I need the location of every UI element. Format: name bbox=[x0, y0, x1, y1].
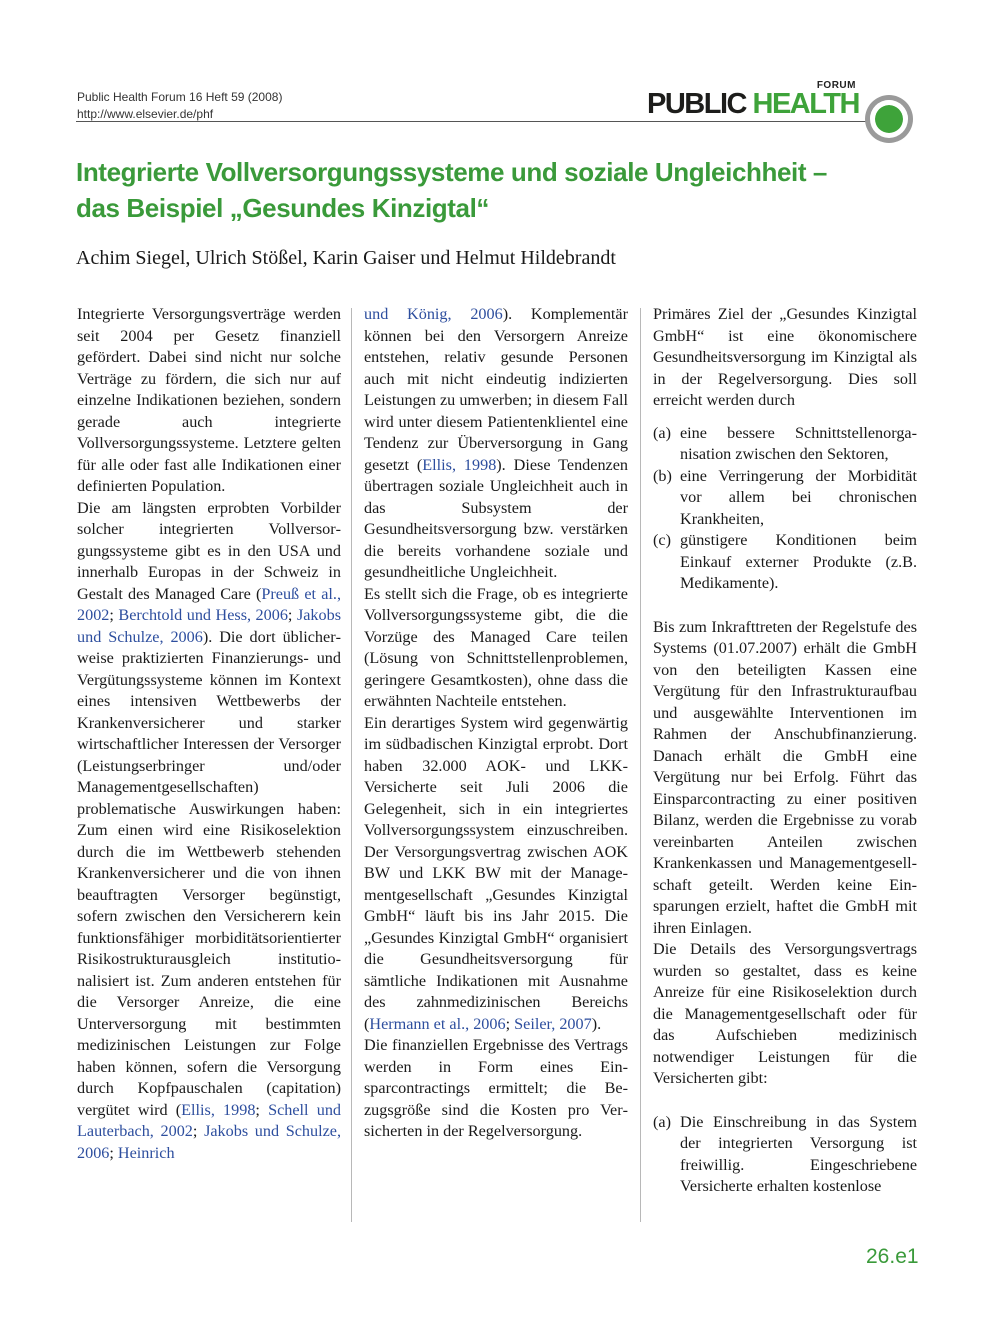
paragraph: Es stellt sich die Frage, ob es integrierte Vollversorgungssysteme gibt, die die Vorzüge des Managed Care teilen (Lösung von Schnittstellenproblemen, geringere Gesamtkosten), ohne dass die erwähnten Nachteile entstehen. bbox=[364, 584, 628, 710]
citation-link[interactable]: und König, 2006 bbox=[364, 305, 503, 323]
list-marker: (a) bbox=[653, 1112, 671, 1131]
paragraph: Die am längsten erprobten Vorbilder solcher integrierten Vollversorgungssysteme gibt es in den USA und innerhalb Europas in der Schweiz in Gestalt des Managed Care (Preuß et al., 2002; Berchtold und Hess, 2006; Jakobs und Schulze, 2006). Die dort üblicherweise praktizierten Finanzierungs- und Vergütungssysteme können im Kontext eines intensiven Wettbewerbs der Krankenversicherer und starker wirtschaftlicher Interessen der Versorger (Leistungserbringer und/oder Managementgesellschaften) problematische Auswirkungen haben: Zum einen wird eine Risikoselektion durch die im Wettbewerb stehenden Krankenversicherer und die von ihnen beauftragten Versorger begünstigt, sofern zwischen den Versicherern kein funktionsfähiger morbiditätsorientierter Risikostrukturausgleich institutionalisiert ist. Zum anderen entstehen für die Versorger Anreize, die eine Unterversorgung mit bestimmten medizinischen Leistungen zur Folge haben können, sofern die Versorgung durch Kopfpauschalen (capitation) vergütet wird (Ellis, 1998; Schell und Lauterbach, 2002; Jakobs und Schulze, 2006; Heinrich bbox=[77, 498, 342, 1162]
page-number: 26.e1 bbox=[866, 1245, 919, 1268]
paragraph-text: ). Die dort üblicherweise praktizierten Finanzierungs- und Vergütungssysteme können im Kontext eines intensiven Wettbewerbs der Krankenversicherer und starker wirtschaftlicher Interessen der Versorger (Leistungserbringer und/oder Managementgesellschaften) problematische Auswirkungen haben: Zum einen wird eine Risikoselektion durch die im Wettbewerb stehenden Krankenversicherer und die von ihnen beauftragten Versorger begünstigt, sofern zwischen den Versicherern kein funktionsfähiger morbiditätsorientierter Risikostrukturausgleich institutionalisiert ist. Zum anderen entstehen für die Versorger Anreize, die eine Unterversorgung mit bestimmten medizinischen Leistungen zur Folge haben können, sofern die Versorgung durch Kopfpauschalen (capitation) vergütet wird ( bbox=[77, 627, 341, 1119]
list-marker: (b) bbox=[653, 466, 672, 485]
column-divider bbox=[640, 308, 641, 1222]
citation-link[interactable]: Berchtold und Hess, 2006 bbox=[118, 606, 288, 624]
journal-citation: Public Health Forum 16 Heft 59 (2008) bbox=[77, 90, 283, 104]
paragraph-text: ). bbox=[591, 1014, 602, 1033]
paragraph-text: Die am längsten erprobten Vorbilder solcher integrierten Vollversorgungssysteme gibt es in den USA und innerhalb Europas in der Schweiz in Gestalt des Managed Care ( bbox=[77, 498, 341, 603]
citation-link[interactable]: Jakobs und Schulze, 2006 bbox=[77, 1122, 342, 1162]
logo-wordmark bbox=[647, 88, 859, 120]
column-1 bbox=[77, 304, 341, 1164]
paragraph: Die finanziellen Ergebnisse des Vertrags werden in Form eines Einsparcontractings ermittelt; die Bezugsgröße sind die Kosten pro Versicherten in der Regelversorgung. bbox=[364, 1036, 628, 1140]
paragraph bbox=[364, 304, 628, 584]
paragraph: Die Details des Versorgungsvertrags wurden so gestaltet, dass es keine Anreize für eine Risikoselektion durch die Managementgesellschaft oder für das Aufschieben medizinisch notwendiger Leistungen für die Versicherten gibt: bbox=[653, 940, 917, 1087]
title-line-2: das Beispiel „Gesundes Kinzigtal“ bbox=[76, 193, 490, 223]
paragraph-text: Ein derartiges System wird gegenwärtig im südbadischen Kinzigtal erprobt. Dort haben 32.000 AOK- und LKK-Versicherte seit Juli 2006 die Gelegenheit, sich in ein integriertes Vollversorgungssystem einzuschreiben. Der Versorgungsvertrag zwischen AOK BW und LKK BW mit der Managementgesellschaft „Gesundes Kinzigtal GmbH“ läuft bis ins Jahr 2015. Die „Gesundes Kinzigtal GmbH“ organisiert die Gesundheitsversorgung für sämtliche Indikationen mit Ausnahme des zahnmedizinischen Bereichs ( bbox=[364, 713, 628, 1033]
logo-forum-text: FORUM bbox=[816, 80, 856, 91]
citation-link[interactable]: Schell und Lauterbach, 2002 bbox=[77, 1100, 342, 1140]
list-item-text: Die Einschreibung in das System der integrierten Versorgung ist freiwillig. Eingeschriebene Versicherte erhalten kostenlose bbox=[680, 1112, 917, 1195]
paragraph: Ein derartiges System wird gegenwärtig im südbadischen Kinzigtal erprobt. Dort haben 32.000 AOK- und LKK-Versicherte seit Juli 2006 die Gelegenheit, sich in ein integriertes Vollversorgungssystem einzuschreiben. Der Versorgungsvertrag zwischen AOK BW und LKK BW mit der Managementgesellschaft „Gesundes Kinzigtal GmbH“ läuft bis ins Jahr 2015. Die „Gesundes Kinzigtal GmbH“ organisiert die Gesundheitsversorgung für sämtliche Indikationen mit Ausnahme des zahnmedizinischen Bereichs (Hermann et al., 2006; Seiler, 2007). bbox=[364, 713, 628, 1033]
citation-link[interactable]: Ellis, 1998 bbox=[422, 455, 497, 474]
citation-link[interactable]: Preuß et al., 2002 bbox=[77, 584, 341, 624]
list-item bbox=[653, 423, 917, 466]
list-marker: (a) bbox=[653, 423, 671, 442]
list-item bbox=[653, 1112, 917, 1198]
author-list: Achim Siegel, Ulrich Stößel, Karin Gaiser und Helmut Hildebrandt bbox=[76, 247, 616, 269]
globe-logo-icon bbox=[862, 92, 916, 146]
paragraph-text: ). Komplementär können bei den Versorgern Anreize entstehen, relativ gesunde Personen auch mit nicht eindeutig indizierten Leistungen zu umwerben; in diesem Fall wird unter diesem Patientenklientel eine Tendenz zur Überversorgung in Gang gesetzt ( bbox=[364, 305, 628, 474]
citation-link[interactable]: Hermann et al., 2006 bbox=[369, 1014, 506, 1033]
list-item-text: günstigere Konditionen beim Einkauf externer Produkte (z.B. Medikamente). bbox=[680, 531, 917, 592]
contract-details-list bbox=[653, 1112, 917, 1198]
journal-url[interactable]: http://www.elsevier.de/phf bbox=[77, 107, 214, 121]
citation-link[interactable]: Ellis, 1998 bbox=[181, 1100, 256, 1119]
article-title bbox=[76, 154, 896, 226]
citation-link[interactable]: Heinrich bbox=[117, 1143, 175, 1162]
paragraph: Bis zum Inkrafttreten der Regelstufe des Systems (01.07.2007) erhält die GmbH von den beteiligten Kassen eine Vergütung für den Infrastrukturaufbau und ausgewählte Interventionen im Rahmen der Anschubfinanzierung. Danach erhält die GmbH eine Vergütung nur bei Erfolg. Führt das Einsparcontracting zu einer positiven Bilanz, werden die Ergebnisse zu vorab vereinbarten Anteilen zwischen Krankenkassen und Managementgesellschaft geteilt. Werden keine Einsparungen erzielt, haftet die GmbH mit ihren Einlagen. bbox=[653, 617, 917, 937]
paragraph-text: ). Diese Tendenzen übertragen soziale Ungleichheit auch in das Subsystem der Gesundheitsversorgung bzw. verstärken die bereits vorhandene soziale und gesundheitliche Ungleichheit. bbox=[364, 455, 629, 581]
list-item-text: eine bessere Schnittstellenorganisation zwischen den Sektoren, bbox=[680, 423, 917, 463]
title-line-1: Integrierte Vollversorgungssysteme und soziale Ungleichheit – bbox=[76, 157, 827, 187]
public-health-forum-logo bbox=[640, 76, 920, 146]
journal-info bbox=[77, 89, 282, 123]
logo-word-public: PUBLIC bbox=[647, 88, 746, 120]
column-2 bbox=[364, 304, 628, 1143]
list-marker: (c) bbox=[653, 531, 671, 549]
citation-link[interactable]: Jakobs und Schulze, 2006 bbox=[77, 606, 342, 646]
paragraph: Integrierte Versorgungsverträge werden seit 2004 per Gesetz finanziell gefördert. Dabei sind nicht nur solche Verträge zu fördern, die sich nur auf einzelne Indikationen beziehen, sondern gerade auch integrierte Vollversorgungssysteme. Letztere gelten für alle oder fast alle Indikationen einer definierten Population. bbox=[77, 305, 341, 495]
citation-link[interactable]: Seiler, 2007 bbox=[514, 1014, 592, 1033]
goals-list bbox=[653, 423, 917, 595]
logo-word-health: HEALTH bbox=[752, 88, 859, 120]
column-divider bbox=[351, 308, 352, 1222]
list-item bbox=[653, 466, 917, 531]
list-item-text: eine Verringerung der Morbidität vor allem bei chronischen Krankheiten, bbox=[680, 466, 917, 528]
column-3 bbox=[653, 304, 917, 1198]
paragraph: Primäres Ziel der „Gesundes Kinzigtal GmbH“ ist eine ökonomischere Gesundheitsversorgung im Kinzigtal als in der Regelversorgung. Dies soll erreicht werden durch bbox=[653, 305, 917, 409]
list-item bbox=[653, 530, 917, 595]
